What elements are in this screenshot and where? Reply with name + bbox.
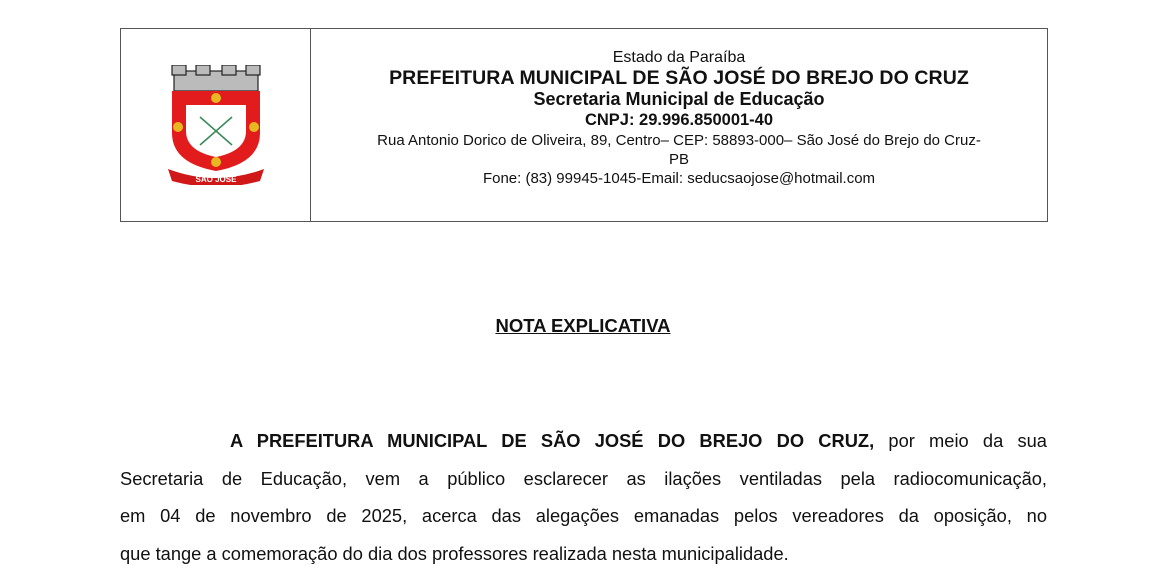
address-line-2: PB xyxy=(668,151,689,168)
document-title: NOTA EXPLICATIVA xyxy=(495,315,671,336)
lead-bold-text: A PREFEITURA MUNICIPAL DE SÃO JOSÉ DO BREJO DO CRUZ, xyxy=(230,430,875,451)
secretaria-name: Secretaria Municipal de Educação xyxy=(533,89,825,109)
paragraph-line: Secretaria de Educação, vem a público esclarecer as ilações ventiladas pela radiocomunicação, xyxy=(120,467,1047,489)
address-line-1: Rua Antonio Dorico de Oliveira, 89, Centro– CEP: 58893-000– São José do Brejo do Cruz- xyxy=(377,132,981,149)
contact-info: Fone: (83) 99945-1045-Email: seducsaojose@hotmail.com xyxy=(482,170,876,187)
state-name: Estado da Paraíba xyxy=(612,49,746,66)
body-paragraph xyxy=(120,428,1047,578)
logo-banner-text: SÃO JOSÉ xyxy=(195,175,236,184)
prefeitura-name: PREFEITURA MUNICIPAL DE SÃO JOSÉ DO BREJO DO CRUZ xyxy=(389,67,969,89)
letterhead-info xyxy=(311,29,1047,221)
paragraph-line: que tange a comemoração do dia dos professores realizada nesta municipalidade. xyxy=(120,542,789,564)
coat-of-arms-icon xyxy=(166,65,266,185)
paragraph-line xyxy=(120,428,1047,466)
letterhead xyxy=(120,28,1048,222)
paragraph-line: em 04 de novembro de 2025, acerca das alegações emanadas pelos vereadores da oposição, no xyxy=(120,505,1047,526)
cnpj: CNPJ: 29.996.850001-40 xyxy=(584,111,774,129)
coat-of-arms-logo xyxy=(121,29,311,221)
line-text: por meio da sua xyxy=(874,430,1047,451)
